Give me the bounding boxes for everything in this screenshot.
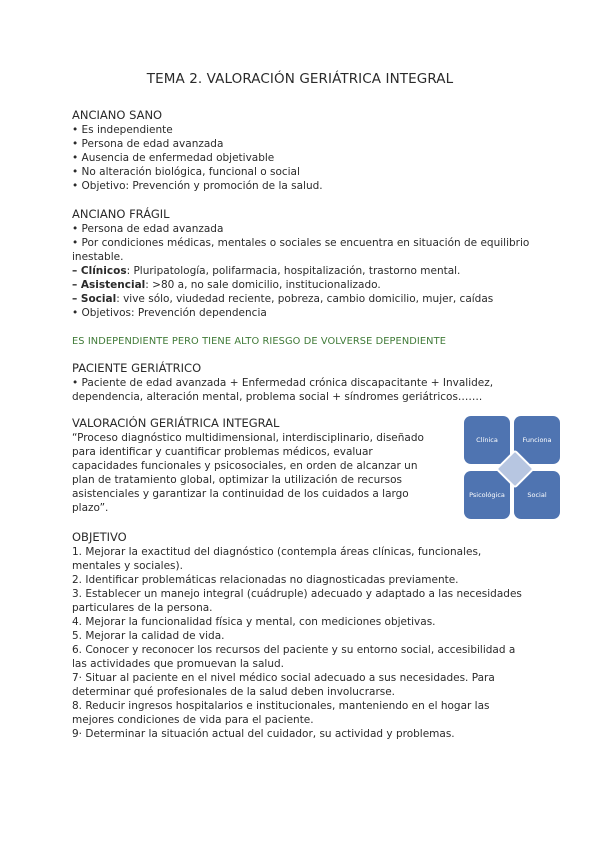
diagram-cell-clinica: Clínica [464, 416, 510, 464]
list-item: • Persona de edad avanzada [72, 138, 224, 150]
text-asistencial: : >80 a, no sale domicilio, institucionalizado. [145, 279, 381, 291]
list-item: 8. Reducir ingresos hospitalarios e institucionales, manteniendo en el hogar las mejores condiciones de vida para el paciente. [72, 700, 490, 726]
list-item: • No alteración biológica, funcional o social [72, 166, 300, 178]
list-item: • Ausencia de enfermedad objetivable [72, 152, 275, 164]
section-heading: VALORACIÓN GERIÁTRICA INTEGRAL [72, 416, 280, 430]
list-item: 1. Mejorar la exactitud del diagnóstico (contempla áreas clínicas, funcionales, mentales y sociales). [72, 546, 482, 572]
highlight-note: ES INDEPENDIENTE PERO TIENE ALTO RIESGO DE VOLVERSE DEPENDIENTE [72, 336, 446, 347]
list-item: 4. Mejorar la funcionalidad física y mental, con mediciones objetivas. [72, 616, 436, 628]
text-social: : vive sólo, viudedad reciente, pobreza, cambio domicilio, mujer, caídas [116, 293, 494, 305]
section-heading: OBJETIVO [72, 530, 127, 544]
section-note [72, 335, 532, 349]
list-item-asistencial [72, 278, 532, 292]
document-title: TEMA 2. VALORACIÓN GERIÁTRICA INTEGRAL [146, 71, 454, 87]
list-item: • Persona de edad avanzada [72, 223, 224, 235]
text-clinicos: : Pluripatología, polifarmacia, hospitalización, trastorno mental. [126, 265, 461, 277]
label-social: – Social [72, 293, 117, 305]
list-item: • Objetivos: Prevención dependencia [72, 307, 267, 319]
list-item-social [72, 292, 532, 306]
list-item-clinicos [72, 264, 532, 278]
list-item: • Objetivo: Prevención y promoción de la salud. [72, 180, 323, 192]
section-heading: PACIENTE GERIÁTRICO [72, 361, 202, 375]
list-item: 2. Identificar problemáticas relacionadas no diagnosticadas previamente. [72, 574, 459, 586]
section-heading: ANCIANO FRÁGIL [72, 207, 170, 221]
list-item: 7· Situar al paciente en el nivel médico social adecuado a sus necesidades. Para determinar qué profesionales de la salud deben involucrarse. [72, 672, 495, 698]
section-heading: ANCIANO SANO [72, 108, 163, 122]
dimensions-diagram [464, 416, 572, 524]
label-asistencial: – Asistencial [72, 279, 146, 291]
section-valoracion [72, 416, 532, 515]
section-paciente-geriatrico [72, 361, 532, 404]
label-clinicos: – Clínicos [72, 265, 127, 277]
list-item: 6. Conocer y reconocer los recursos del paciente y su entorno social, accesibilidad a las actividades que promuevan la salud. [72, 644, 516, 670]
definition-quote: “Proceso diagnóstico multidimensional, interdisciplinario, diseñado para identificar y cuantificar problemas médicos, evaluar capacidades funcionales y psicosociales, en orden de alcanzar un plan de tratamiento global, optimizar la utilización de recursos asistenciales y garantizar la continuidad de los cuidados a largo plazo”. [72, 432, 424, 514]
list-item: • Es independiente [72, 124, 173, 136]
diagram-cell-psicologica: Psicológica [464, 471, 510, 519]
list-item: 9· Determinar la situación actual del cuidador, su actividad y problemas. [72, 728, 455, 740]
list-item: 3. Establecer un manejo integral (cuádruple) adecuado y adaptado a las necesidades particulares de la persona. [72, 588, 522, 614]
paragraph: • Paciente de edad avanzada + Enfermedad crónica discapacitante + Invalidez, dependencia, alteración mental, problema social + síndromes geriátricos……. [72, 377, 494, 403]
section-objetivo [72, 530, 532, 741]
list-item: 5. Mejorar la calidad de vida. [72, 630, 225, 642]
diagram-cell-social: Social [514, 471, 560, 519]
diagram-cell-funcional: Funciona [514, 416, 560, 464]
section-anciano-fragil [72, 207, 532, 320]
list-item: • Por condiciones médicas, mentales o sociales se encuentra en situación de equilibrio inestable. [72, 237, 530, 263]
section-anciano-sano [72, 108, 532, 193]
